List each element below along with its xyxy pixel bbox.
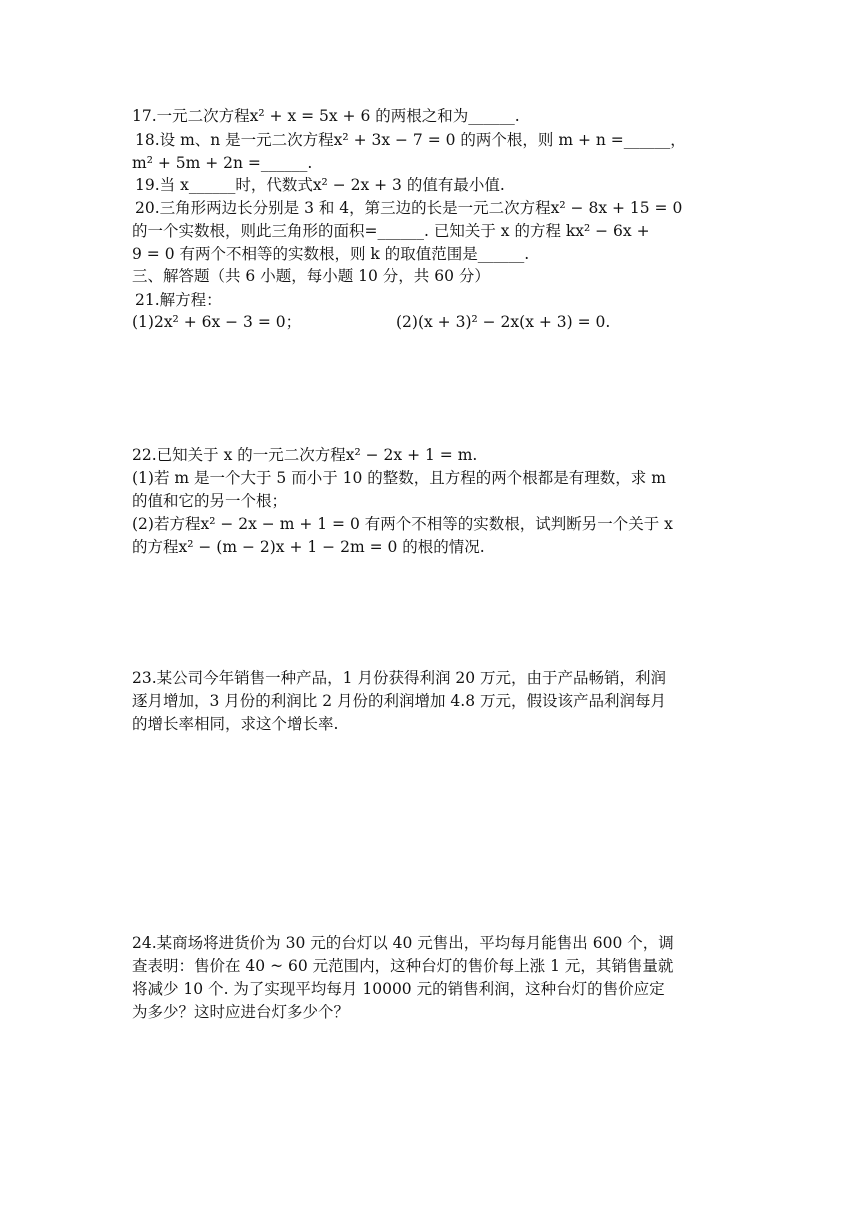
question-22-line-2: (1)若 m 是一个大于 5 而小于 10 的整数，且方程的两个根都是有理数，求 m: [132, 469, 666, 487]
question-22-line-4: (2)若方程x² − 2x − m + 1 = 0 有两个不相等的实数根，试判断另一个关于 x: [132, 515, 673, 533]
question-23-line-3: 的增长率相同，求这个增长率.: [132, 715, 339, 733]
question-20-line-3: 9 = 0 有两个不相等的实数根，则 k 的取值范围是______.: [132, 245, 530, 263]
question-19: 19.当 x______时，代数式x² − 2x + 3 的值有最小值.: [135, 176, 505, 194]
question-24-line-3: 将减少 10 个. 为了实现平均每月 10000 元的销售利润，这种台灯的售价应定: [132, 980, 665, 998]
question-22-line-5: 的方程x² − (m − 2)x + 1 − 2m = 0 的根的情况.: [132, 538, 485, 556]
question-24-line-1: 24.某商场将进货价为 30 元的台灯以 40 元售出，平均每月能售出 600 个，调: [132, 934, 674, 952]
question-24-line-2: 查表明：售价在 40 ~ 60 元范围内，这种台灯的售价每上涨 1 元，其销售量就: [132, 957, 674, 975]
question-21-part-1: (1)2x² + 6x − 3 = 0；: [132, 313, 302, 331]
question-21: 21.解方程：: [135, 291, 222, 309]
question-20-line-2: 的一个实数根，则此三角形的面积=______. 已知关于 x 的方程 kx² − 6x +: [132, 222, 650, 240]
question-23-line-2: 逐月增加，3 月份的利润比 2 月份的利润增加 4.8 万元，假设该产品利润每月: [132, 692, 667, 710]
question-22-line-3: 的值和它的另一个根；: [132, 492, 288, 510]
question-21-part-2: (2)(x + 3)² − 2x(x + 3) = 0.: [396, 313, 611, 331]
question-20-line-1: 20.三角形两边长分别是 3 和 4，第三边的长是一元二次方程x² − 8x + 15 = 0: [135, 199, 683, 217]
question-17: 17.一元二次方程x² + x = 5x + 6 的两根之和为______.: [132, 107, 520, 125]
section-3-heading: 三、解答题（共 6 小题，每小题 10 分，共 60 分）: [132, 267, 490, 285]
question-18-line-2: m² + 5m + 2n =______.: [132, 154, 313, 172]
question-22-line-1: 22.已知关于 x 的一元二次方程x² − 2x + 1 = m.: [132, 446, 478, 464]
question-18-line-1: 18.设 m、n 是一元二次方程x² + 3x − 7 = 0 的两个根，则 m + n =______，: [135, 131, 686, 149]
question-23-line-1: 23.某公司今年销售一种产品，1 月份获得利润 20 万元，由于产品畅销，利润: [132, 669, 667, 687]
question-24-line-4: 为多少？这时应进台灯多少个？: [132, 1003, 350, 1021]
